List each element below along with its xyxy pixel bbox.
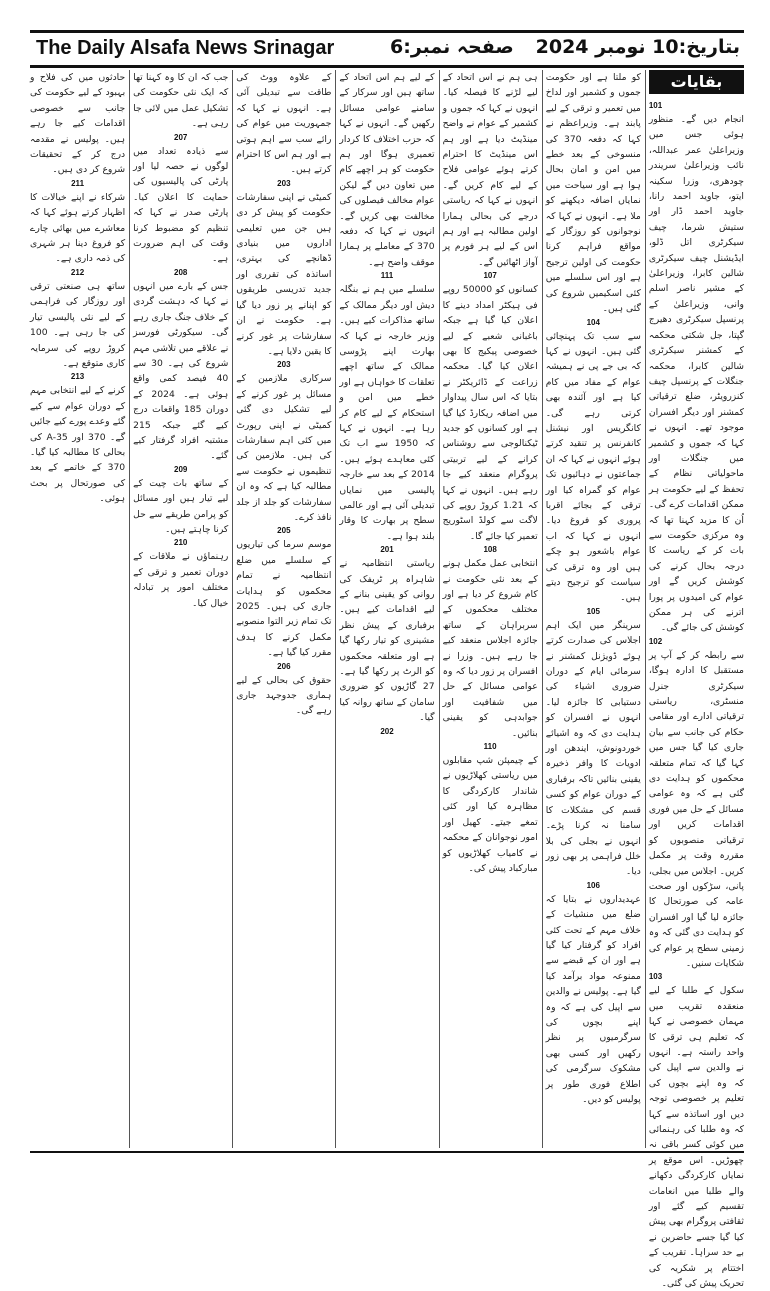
story-number: 105: [586, 606, 600, 616]
article-text: رہنماؤں نے ملاقات کے دوران تعمیر و ترقی کے مختلف امور پر تبادلہ خیال کیا۔: [133, 551, 229, 609]
story-number: 101: [648, 101, 663, 110]
newspaper-name: The Daily Alsafa News Srinagar: [36, 37, 335, 59]
column-divider: [645, 70, 646, 1148]
story-number: 111: [380, 271, 394, 281]
article-text: کے چیمپئن شپ مقابلوں میں ریاستی کھلاڑیوں نے شاندار کارکردگی کا مظاہرہ کیا اور کئی تمغے جیتے۔ کھیل اور امور نوجوانان کے محکمہ نے کامیاب کھلاڑیوں کو مبارکباد پیش کی۔: [442, 755, 538, 874]
story-number: 108: [483, 545, 497, 555]
story-number: 211: [71, 178, 85, 188]
article-text: عہدیداروں نے بتایا کہ ضلع میں منشیات کے خلاف مہم کے تحت کئی افراد کو گرفتار کیا گیا ہے اور ان کے قبضے سے ممنوعہ مواد برآمد کیا گیا ہے۔ پولیس نے والدین سے اپیل کی ہے کہ وہ اپنے بچوں کی سرگرمیوں پر نظر رکھیں اور کسی بھی مشکوک سرگرمی کی اطلاع فوری طور پر پولیس کو دیں۔: [545, 893, 641, 1105]
section-banner: بقایات: [649, 70, 744, 94]
column-divider: [335, 70, 336, 1148]
story-number: 104: [586, 317, 600, 327]
article-text: سے رابطہ کر کے آپ پر مستقبل کا ادارہ ہوگا، سیکرٹری جنرل منسٹری، ریاستی ترقیاتی ادارے اور مقامی حکام کی جانب سے بیان جاری کیا گیا جس میں کہا گیا کہ تمام متعلقہ محکموں کو ہدایت دی گئی ہے کہ وہ عوامی مسائل کے حل میں فوری اقدامات کریں اور ترقیاتی منصوبوں کو مقررہ وقت پر مکمل کریں۔ اجلاس میں بجلی، پانی، سڑکوں اور صحت عامہ کی صورتحال کا جائزہ لیا گیا اور افسران کو ہدایت دی گئی کہ وہ زمینی سطح پر عوام کی شکایات سنیں۔: [648, 649, 744, 969]
story-number: 107: [483, 271, 497, 281]
article-text: جس کے بارے میں انہوں نے کہا کہ دہشت گردی کے خلاف جنگ جاری رہے گی۔ سیکورٹی فورسز نے علاقے میں تلاشی مہم شروع کی ہے۔ 30 سے 40 فیصد کمی واقع ہوئی ہے۔ 2024 کے دوران 185 واقعات درج کیے گئے جبکہ 215 مشتبہ افراد گرفتار کیے گئے۔: [133, 280, 229, 462]
column-divider: [129, 70, 130, 1148]
article-text: حقوق کی بحالی کے لیے ہماری جدوجہد جاری رہے گی۔: [236, 674, 332, 717]
news-column: [648, 70, 744, 1290]
article-text: انجام دیں گے۔ منظور ہوئی جس میں وزیراعلیٰ عمر عبداللہ، نائب وزیراعلیٰ سریندر چودھری، وزرا سکینہ ایتو، جاوید احمد رانا، جاوید احمد ڈار اور ستیش شرما، چیف سیکرٹری اتل ڈلو، ایڈیشنل چیف سیکرٹری شالین کابرا، وزیراعلیٰ کے مشیر ناصر اسلم وانی، وزیراعلیٰ کے پرنسپل سیکرٹری دھیرج گپتا، جل شکتی محکمہ کے کمشنر سیکرٹری شالین کابرا، محکمہ جنگلات کے پرنسپل چیف کنزرویٹر، ضلع ترقیاتی کمشنر اور دیگر افسران موجود تھے۔ انہوں نے کہا کہ جموں و کشمیر میں جنگلات اور ماحولیاتی نظام کے تحفظ کے لیے حکومت ہر ممکن اقدامات کرے گی۔ اُن کا مزید کہنا تھا کہ وہ مرکزی حکومت سے بات کر کے ریاست کا درجہ بحال کرنے کی کوشش کریں گے اور عوام کی امیدوں پر پورا اترنے کی ہر ممکن کوشش کی جائے گی۔: [648, 114, 744, 634]
news-column: [133, 70, 228, 1148]
story-number: 202: [380, 726, 394, 736]
article-text: شرکاء نے اپنے خیالات کا اظہار کرتے ہوئے کہا کہ معاشرے میں بھائی چارے کو فروغ دینا ہر شہری کی ذمہ داری ہے۔: [30, 191, 126, 265]
article-text: انتخابی عمل مکمل ہونے کے بعد نئی حکومت نے کام شروع کر دیا ہے اور مختلف محکموں کے سربراہان کے ساتھ جائزہ اجلاس منعقد کیے جا رہے ہیں۔ وزرا نے افسران پر زور دیا کہ وہ عوامی مسائل کے حل میں شفافیت اور جوابدہی کو یقینی بنائیں۔: [442, 558, 538, 739]
article-text: کے علاوہ ووٹ کی طاقت سے تبدیلی آئی ہے۔ انہوں نے کہا کہ جمہوریت میں عوام کی رائے سب سے اہم ہوتی ہے اور ہم اس کا احترام کرتے ہیں۔: [236, 72, 332, 176]
article-text: موسم سرما کی تیاریوں کے سلسلے میں ضلع انتظامیہ نے تمام محکموں کو ہدایات جاری کی ہیں۔ 2025 تک تمام زیر التوا منصوبے مکمل کرنے کا ہدف مقرر کیا گیا ہے۔: [236, 539, 332, 659]
article-text: سکول کے طلبا کے لیے منعقدہ تقریب میں مہمان خصوصی نے کہا کہ تعلیم ہی ترقی کا واحد راستہ ہے۔ انہوں نے والدین سے اپیل کی کہ وہ اپنے بچوں کی تعلیم پر خصوصی توجہ دیں اور اساتذہ سے کہا کہ وہ طلبا کی رہنمائی میں کوئی کسر باقی نہ چھوڑیں۔ اس موقع پر نمایاں کارکردگی دکھانے والے طلبا میں انعامات تقسیم کیے گئے اور ثقافتی پروگرام بھی پیش کیا گیا جسے حاضرین نے بے حد سراہا۔ تقریب کے اختتام پر شکریہ کی تحریک پیش کی گئی۔: [648, 985, 744, 1290]
article-text: کسانوں کو 50000 روپے فی ہیکٹر امداد دینے کا اعلان کیا گیا ہے جبکہ باغبانی شعبے کے لیے خصوصی پیکیج کا بھی اعلان کیا گیا۔ محکمہ زراعت کے ڈائریکٹر نے بتایا کہ اس سال پیداوار میں اضافہ ریکارڈ کیا گیا ہے اور کسانوں کو جدید ٹیکنالوجی سے روشناس کرانے کے لیے تربیتی پروگرام منعقد کیے جا رہے ہیں۔ انہوں نے کہا کہ 1.21 کروڑ روپے کی لاگت سے کولڈ اسٹوریج تعمیر کیا جائے گا۔: [442, 284, 538, 542]
story-number: 103: [648, 972, 663, 982]
story-number: 102: [648, 636, 663, 646]
article-text: ہی ہم نے اس اتحاد کے لیے لڑنے کا فیصلہ کیا۔ انہوں نے کہا کہ جموں و کشمیر کے عوام نے واضح مینڈیٹ دیا ہے اور ہم اس مینڈیٹ کا احترام کرتے ہوئے عوامی فلاح کے لیے کام کریں گے۔ انہوں نے کہا کہ ریاستی درجے کی بحالی ہمارا اولین مطالبہ ہے اور ہم اس کے لیے ہر فورم پر آواز اٹھائیں گے۔: [442, 72, 538, 268]
story-number: 213: [70, 372, 85, 382]
story-number: 206: [277, 661, 291, 671]
bottom-rule: [30, 1151, 744, 1153]
article-text: کے ساتھ بات چیت کے لیے تیار ہیں اور مسائل کو پرامن طریقے سے حل کرنا چاہتے ہیں۔: [133, 477, 229, 535]
news-column: [30, 70, 125, 1148]
news-column: [443, 70, 538, 1148]
article-text: ریاستی انتظامیہ نے شاہراہ پر ٹریفک کی روانی کو یقینی بنانے کے لیے اقدامات کیے ہیں۔ برفباری کے پیش نظر مشینری کو تیار رکھا گیا ہے اور متعلقہ محکموں کو الرٹ پر رکھا گیا ہے۔ 27 گاڑیوں کو ضروری سامان کے ساتھ روانہ کیا گیا۔: [339, 558, 435, 724]
article-text: سلسلے میں ہم نے بنگلہ دیش اور دیگر ممالک کے ساتھ مذاکرات کیے ہیں۔ وزیر خارجہ نے کہا کہ بھارت اپنے پڑوسی ممالک کے ساتھ اچھے تعلقات کا خواہاں ہے اور خطے میں امن و استحکام کے لیے کام کر رہا ہے۔ انہوں نے کہا کہ 1950 سے اب تک کئی معاہدے ہوئے ہیں۔ 2014 کے بعد سے خارجہ پالیسی میں نمایاں تبدیلی آئی ہے اور عالمی سطح پر بھارت کا وقار بلند ہوا ہے۔: [339, 284, 435, 542]
article-text: حادثوں میں کی فلاح و بہبود کے لیے حکومت کی جانب سے خصوصی اقدامات کیے جا رہے ہیں۔ پولیس نے مقدمہ درج کر کے تحقیقات شروع کر دی ہیں۔: [30, 72, 126, 176]
article-text: کو ملتا ہے اور حکومت جموں و کشمیر اور لداخ میں تعمیر و ترقی کے لیے پابند ہے۔ وزیراعظم نے کہا کہ دفعہ 370 کی منسوخی کے بعد خطے میں امن و امان بحال ہوا ہے اور سیاحت میں نمایاں اضافہ دیکھنے کو ملا ہے۔ انہوں نے کہا کہ نوجوانوں کو روزگار کے مواقع فراہم کرنا حکومت کی اولین ترجیح ہے اور اس سلسلے میں کئی اسکیمیں شروع کی گئی ہیں۔: [545, 72, 641, 315]
article-text: کمیٹی نے اپنی سفارشات حکومت کو پیش کر دی ہیں جن میں تعلیمی اداروں میں بنیادی ڈھانچے کی بہتری، اساتذہ کی تقرری اور جدید تدریسی طریقوں کو اپنانے پر زور دیا گیا ہے۔ حکومت نے ان سفارشات پر غور کرنے کا یقین دلایا ہے۔: [236, 191, 332, 357]
masthead: [30, 30, 744, 68]
story-number: 207: [174, 132, 188, 142]
story-number: 209: [174, 464, 188, 474]
issue-date: بتاریخ:10 نومبر 2024: [535, 36, 740, 58]
news-column: [546, 70, 641, 1148]
column-divider: [439, 70, 440, 1148]
article-text: سرکاری ملازمین کے مسائل پر غور کرنے کے لیے تشکیل دی گئی کمیٹی نے اپنی رپورٹ میں کئی اہم سفارشات کی ہیں۔ ملازمین کی تنظیموں نے حکومت سے مطالبہ کیا ہے کہ وہ ان سفارشات کو جلد از جلد نافذ کرے۔: [236, 373, 332, 523]
article-text: سے سب تک پہنچائی گئی ہیں۔ انہوں نے کہا کہ بی جے پی نے ہمیشہ عوام کے مفاد میں کام کیا ہے اور آئندہ بھی کرتی رہے گی۔ کانگریس اور نیشنل کانفرنس پر تنقید کرتے ہوئے انہوں نے کہا کہ ان جماعتوں نے دہائیوں تک عوام کو گمراہ کیا اور ترقی کے بجائے اقربا پروری کو فروغ دیا۔ انہوں نے کہا کہ اب عوام باشعور ہو چکے ہیں اور وہ ترقی کی سیاست کو ترجیح دیتے ہیں۔: [545, 330, 641, 604]
news-column: [339, 70, 434, 1148]
article-text: کے لیے ہم اس اتحاد کے ساتھ ہیں اور سرکار کے سامنے عوامی مسائل رکھیں گے۔ انہوں نے کہا کہ حزب اختلاف کا کردار تعمیری ہوگا اور ہم حکومت کو ہر اچھے کام میں تعاون دیں گے لیکن عوام مخالف فیصلوں کی مخالفت بھی کریں گے۔ انہوں نے کہا کہ دفعہ 370 کے معاملے پر ہمارا موقف واضح ہے۔: [339, 72, 435, 268]
news-column: [236, 70, 331, 1148]
article-text: سے ذیادہ تعداد میں لوگوں نے حصہ لیا اور پارٹی کی پالیسیوں کی حمایت کا اعلان کیا۔ پارٹی صدر نے کہا کہ تنظیم کو مضبوط کرنا وقت کی اہم ضرورت ہے۔: [133, 145, 229, 265]
article-text: ساتھ ہی صنعتی ترقی اور روزگار کی فراہمی کے لیے نئی پالیسی تیار کی جا رہی ہے۔ 100 کروڑ روپے کی سرمایہ کاری متوقع ہے۔: [30, 280, 126, 369]
story-number: 205: [277, 526, 291, 536]
article-text: جب کہ ان کا وہ کہنا تھا کہ ایک نئی حکومت کی تشکیل عمل میں لائی جا رہی ہے۔: [133, 72, 229, 130]
story-number: 212: [70, 267, 85, 277]
story-number: 208: [174, 267, 188, 277]
page-number: صفحہ نمبر:6: [390, 36, 514, 58]
story-number: 106: [586, 880, 600, 890]
column-divider: [542, 70, 543, 1148]
story-number: 203: [277, 178, 291, 188]
story-number: 110: [483, 742, 497, 752]
story-number: 203: [277, 360, 291, 370]
article-text: سرینگر میں ایک اہم اجلاس کی صدارت کرتے ہوئے ڈویژنل کمشنر نے سرمائی ایام کے دوران ضروری اشیاء کی دستیابی کا جائزہ لیا۔ انہوں نے افسران کو ہدایت دی کہ وہ اشیائے خوردونوش، ایندھن اور ادویات کا وافر ذخیرہ یقینی بنائیں تاکہ برفباری کے دوران عوام کو کسی قسم کی مشکلات کا سامنا نہ کرنا پڑے۔ انہوں نے بجلی کی بلا خلل فراہمی پر بھی زور دیا۔: [545, 619, 641, 878]
article-text: کرنے کے لیے انتخابی مہم کے دوران عوام سے کیے گئے وعدے پورے کیے جائیں گے۔ 370 اور 35-A کی بحالی کا مطالبہ کیا گیا۔ 370 کے خاتمے کے بعد کی صورتحال پر بحث ہوئی۔: [30, 385, 126, 505]
article-columns: [30, 70, 744, 1290]
column-divider: [232, 70, 233, 1148]
story-number: 210: [174, 538, 188, 548]
story-number: 201: [380, 545, 394, 555]
